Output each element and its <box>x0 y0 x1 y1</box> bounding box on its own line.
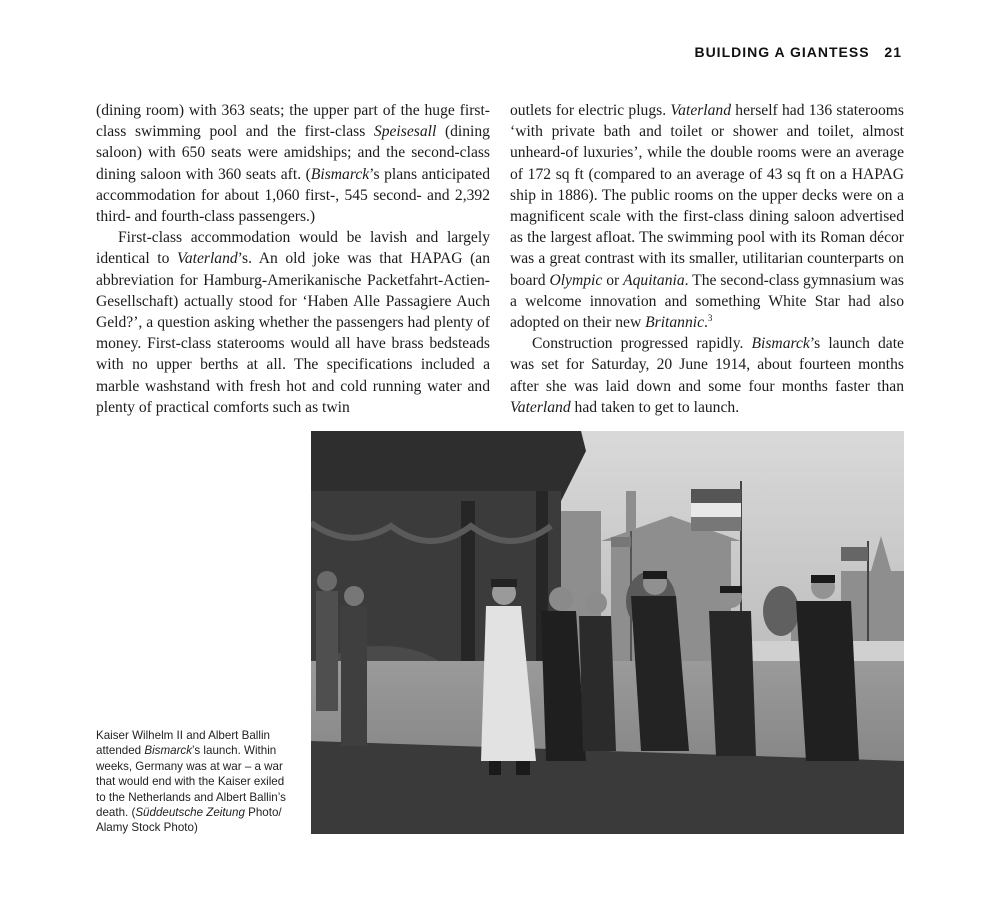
page-number: 21 <box>884 44 902 60</box>
paragraph: (dining room) with 363 seats; the upper part of the huge first-class swimming pool and the first-class Speisesall (dining saloon) with 650 seats were amidships; and the second-class dining saloon with 360 seats aft. (Bismarck’s plans anticipated accommodation for about 1,060 first-, 545 second- and 2,392 third- and fourth-class passengers.) <box>96 102 490 226</box>
launch-photograph <box>311 431 904 834</box>
right-column <box>510 100 904 418</box>
chapter-title: BUILDING A GIANTESS <box>694 44 870 60</box>
paragraph: outlets for electric plugs. Vaterland herself had 136 staterooms ‘with private bath and toilet or shower and toilet, almost unheard-of luxuries’, while the double rooms were an average of 172 sq ft (compared to an average of 43 sq ft on a HAPAG ship in 1886). The public rooms on the upper decks were on a magnificent scale with the first-class dining saloon advertised as the largest afloat. The swimming pool with its Roman décor was a great contrast with its smaller, utilitarian counterparts on board Olympic or Aquitania. The second-class gymnasium was a welcome innovation and something White Star had also adopted on their new Britannic.$^3$ <box>510 102 905 332</box>
paragraph: First-class accommodation would be lavish and largely identical to Vaterland’s. An old joke was that HAPAG (an abbreviation for Hamburg-Amerikanische Packetfahrt-Actien-Gesellschaft) actually stood for ‘Haben Alle Passagiere Auch Geld?’, a question asking whether the passengers had plenty of money. First-class staterooms would all have brass bedsteads with no upper berths at all. The specifications included a marble washstand with fresh hot and cold running water and plenty of practical comforts such as twin <box>96 229 490 416</box>
footnote-marker: 3 <box>707 312 713 323</box>
left-column <box>96 100 490 418</box>
photo-caption: Kaiser Wilhelm II and Albert Ballin attended Bismarck’s launch. Within weeks, Germany was at war – a war that would end with the Kaiser exiled to the Netherlands and Albert Ballin’s death. (Süddeutsche Zeitung Photo/ Alamy Stock Photo) <box>96 729 286 835</box>
paragraph: Construction progressed rapidly. Bismarck’s launch date was set for Saturday, 20 June 1914, about fourteen months after she was laid down and some four months faster than Vaterland had taken to get to launch. <box>510 335 904 416</box>
running-head <box>694 44 902 60</box>
